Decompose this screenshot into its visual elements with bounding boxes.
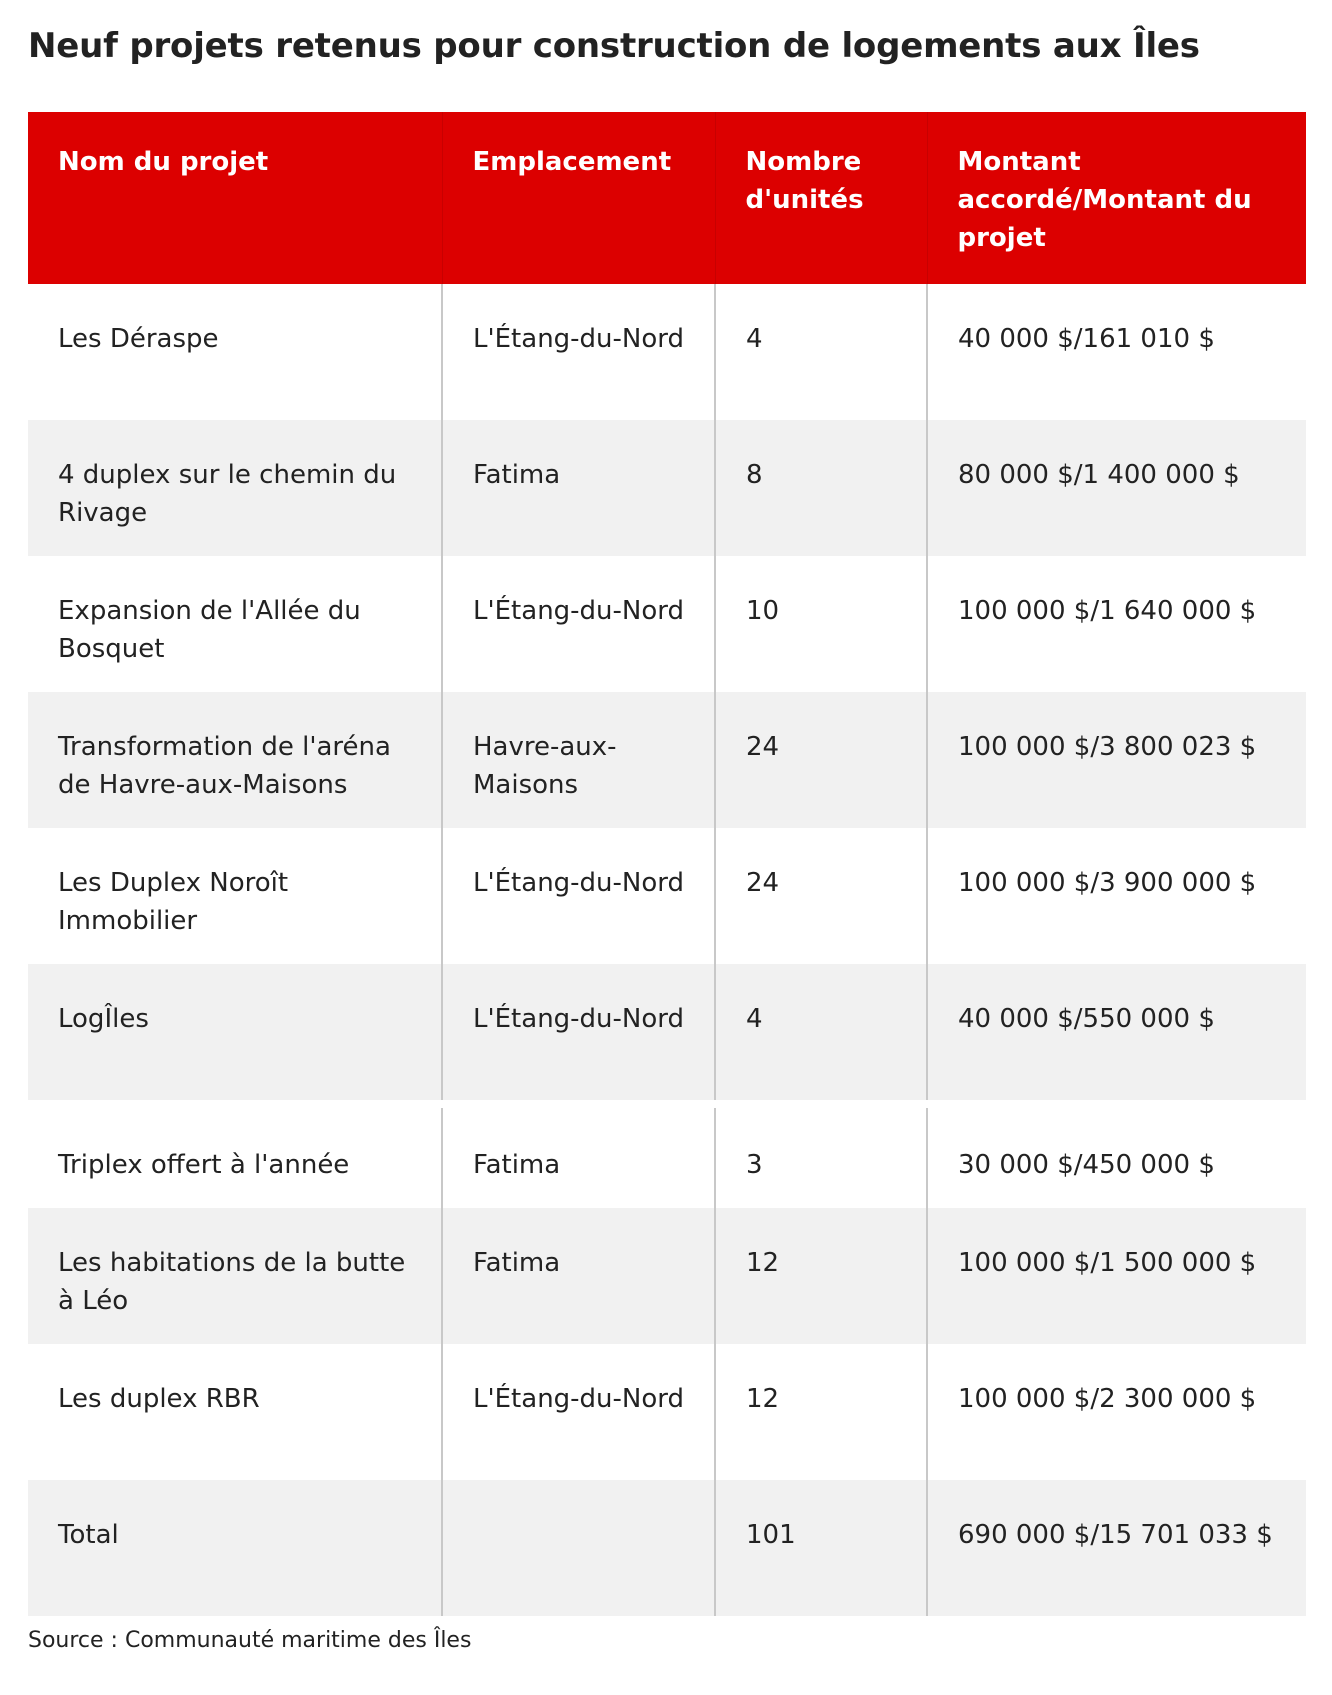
cell-total-amount: 690 000 $/15 701 033 $	[927, 1480, 1306, 1616]
cell-amount: 80 000 $/1 400 000 $	[927, 420, 1306, 556]
cell-amount: 40 000 $/161 010 $	[927, 284, 1306, 420]
page-title: Neuf projets retenus pour construction de logements aux Îles	[28, 26, 1200, 66]
table-row	[28, 420, 1306, 556]
cell-unit-count: 12	[715, 1344, 927, 1480]
header-location: Emplacement	[442, 112, 715, 284]
cell-location	[442, 1480, 715, 1616]
cell-project-name: Expansion de l'Allée du Bosquet	[58, 596, 361, 664]
table-row	[28, 1208, 1306, 1344]
table-header	[28, 112, 1306, 284]
cell-amount: 100 000 $/3 800 023 $	[927, 692, 1306, 828]
cell-total-label: Total	[28, 1480, 442, 1616]
table-row	[28, 1104, 1306, 1208]
cell-amount: 100 000 $/1 500 000 $	[927, 1208, 1306, 1344]
cell-unit-count: 24	[715, 828, 927, 964]
cell-location: Fatima	[442, 420, 715, 556]
cell-location: Havre-aux-Maisons	[442, 692, 715, 828]
source-note: Source : Communauté maritime des Îles	[28, 1628, 472, 1653]
table-row	[28, 692, 1306, 828]
cell-location: L'Étang-du-Nord	[442, 284, 715, 420]
header-project-name: Nom du projet	[28, 112, 442, 284]
cell-location: L'Étang-du-Nord	[442, 828, 715, 964]
cell-location: Fatima	[442, 1104, 715, 1208]
header-row	[28, 112, 1306, 284]
cell-total-units: 101	[715, 1480, 927, 1616]
cell-amount: 30 000 $/450 000 $	[927, 1104, 1306, 1208]
cell-amount: 100 000 $/1 640 000 $	[927, 556, 1306, 692]
cell-amount: 100 000 $/2 300 000 $	[927, 1344, 1306, 1480]
cell-location: L'Étang-du-Nord	[442, 556, 715, 692]
cell-project-name: LogÎles	[28, 964, 442, 1104]
cell-unit-count: 10	[715, 556, 927, 692]
cell-amount: 40 000 $/550 000 $	[927, 964, 1306, 1104]
table-row	[28, 284, 1306, 420]
table-row	[28, 828, 1306, 964]
cell-location: L'Étang-du-Nord	[442, 1344, 715, 1480]
cell-unit-count: 3	[715, 1104, 927, 1208]
cell-unit-count: 12	[715, 1208, 927, 1344]
cell-project-name: Les duplex RBR	[58, 1384, 260, 1414]
cell-project-name: Transformation de l'aréna de Havre-aux-Maisons	[28, 692, 442, 828]
header-amount: Montant accordé/Montant du projet	[927, 112, 1306, 284]
table-row	[28, 556, 1306, 692]
cell-project-name: Les Duplex Noroît Immobilier	[58, 868, 289, 936]
cell-amount: 100 000 $/3 900 000 $	[927, 828, 1306, 964]
projects-table	[28, 112, 1306, 1616]
cell-location: Fatima	[442, 1208, 715, 1344]
cell-unit-count: 4	[715, 284, 927, 420]
cell-project-name: Triplex offert à l'année	[28, 1104, 442, 1208]
cell-location: L'Étang-du-Nord	[442, 964, 715, 1104]
header-unit-count: Nombre d'unités	[715, 112, 927, 284]
cell-unit-count: 4	[715, 964, 927, 1104]
total-row	[28, 1480, 1306, 1616]
cell-project-name: Les habitations de la butte à Léo	[28, 1208, 442, 1344]
table-row	[28, 1344, 1306, 1480]
cell-project-name: 4 duplex sur le chemin du Rivage	[28, 420, 442, 556]
cell-project-name: Les Déraspe	[58, 324, 219, 354]
table-body	[28, 284, 1306, 1616]
table-row	[28, 964, 1306, 1104]
cell-unit-count: 24	[715, 692, 927, 828]
cell-unit-count: 8	[715, 420, 927, 556]
